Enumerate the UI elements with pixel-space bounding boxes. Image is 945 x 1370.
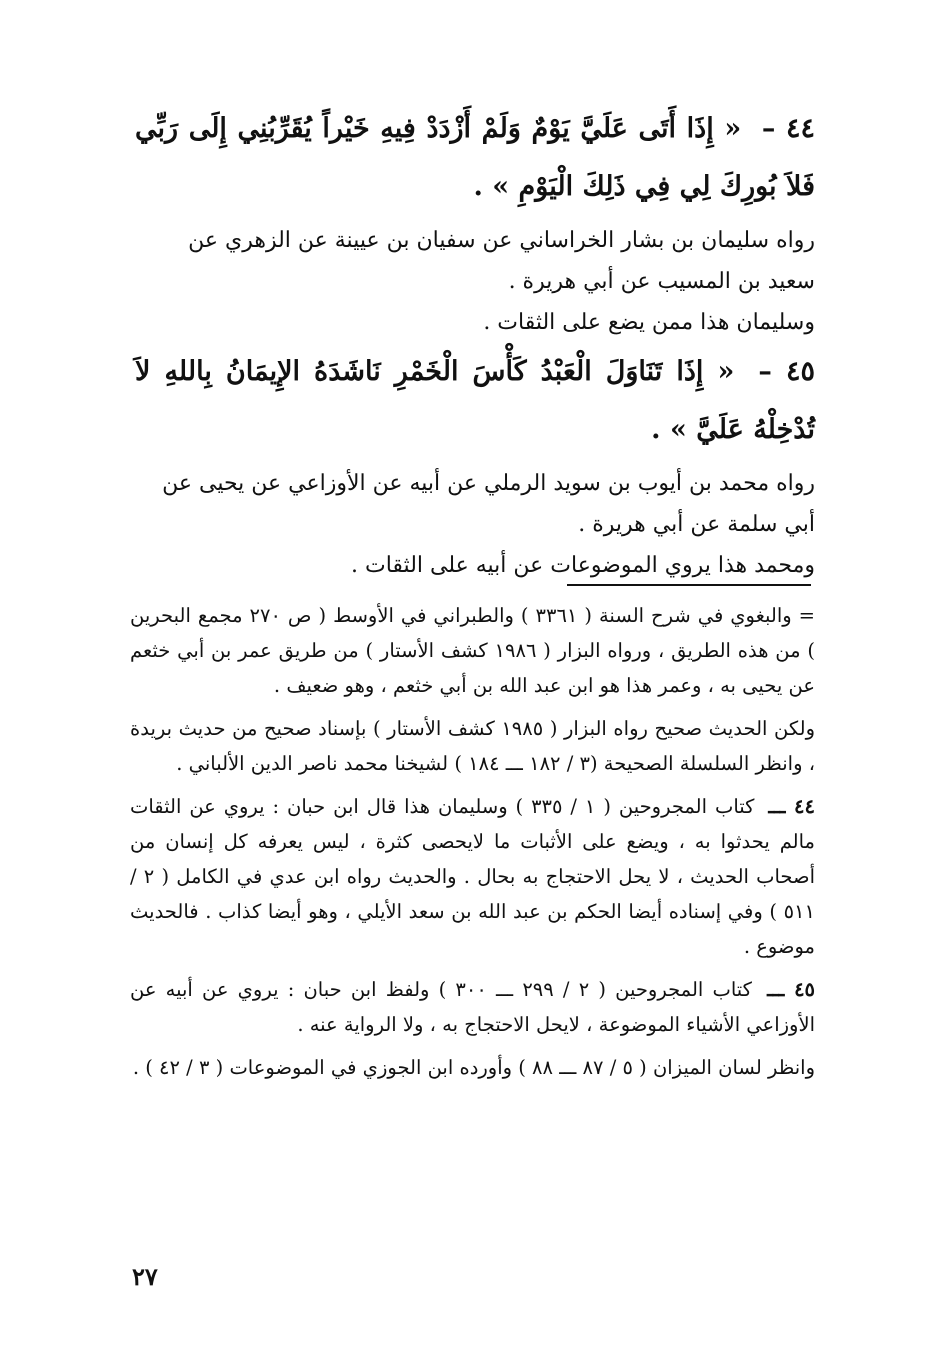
footnote-continued-2: ولكن الحديث صحيح رواه البزار ( ١٩٨٥ كشف الأستار ) بإسناد صحيح من حديث بريدة ، وانظر السلسلة الصحيحة (٣ / ١٨٢ ـــ ١٨٤ ) لشيخنا محمد ناصر الدين الألباني . — [130, 717, 815, 775]
hadith-44-commentary — [135, 220, 815, 343]
footnote-continued: = والبغوي في شرح السنة ( ٣٣٦١ ) والطبراني في الأوسط ( ص ٢٧٠ مجمع البحرين ) من هذه الطريق ، ورواه البزار ( ١٩٨٦ كشف الأستار ) من طريق عمر بن أبي خثعم عن يحيى به ، وعمر هذا هو ابن عبد الله بن أبي خثعم ، وهو ضعيف . — [130, 604, 815, 697]
page-number: ٢٧ — [132, 1262, 158, 1291]
hadith-45-number: ٤٥ – — [758, 356, 816, 387]
hadith-44-number: ٤٤ – — [761, 113, 816, 144]
footnotes — [130, 598, 815, 1093]
footnote-45 — [130, 972, 815, 1042]
hadith-45-commentary-2: ومحمد هذا يروي الموضوعات عن أبيه على الثقات . — [351, 553, 815, 578]
footnote-45-continued: وانظر لسان الميزان ( ٥ / ٨٧ ـــ ٨٨ ) وأورده ابن الجوزي في الموضوعات ( ٣ / ٤٢ ) . — [132, 1056, 815, 1079]
hadith-45 — [135, 343, 815, 459]
hadith-45-commentary — [135, 463, 815, 586]
footnote-45-number: ٤٥ ـــ — [767, 978, 816, 1001]
hadith-44-commentary-2: وسليمان هذا ممن يضع على الثقات . — [483, 310, 815, 335]
footnote-44-number: ٤٤ ـــ — [768, 795, 815, 818]
hadith-45-commentary-1: رواه محمد بن أيوب بن سويد الرملي عن أبيه عن الأوزاعي عن يحيى عن أبي سلمة عن أبي هريرة . — [162, 471, 815, 537]
hadith-44-text: « إِذَا أَتَى عَلَيَّ يَوْمٌ وَلَمْ أَزْدَدْ فِيهِ خَيْراً يُقَرِّبُنِي إِلَى رَبِّي فَلاَ بُورِكَ لِي فِي ذَلِكَ الْيَوْمِ » . — [135, 113, 815, 202]
hadith-44 — [135, 100, 815, 216]
footnote-44-text: كتاب المجروحين ( ١ / ٣٣٥ ) وسليمان هذا قال ابن حبان : يروي عن الثقات مالم يحدثوا به ، ويضع على الأثبات ما لايحصى كثرة ، ليس يعرفه كل إنسان من أصحاب الحديث ، لا يحل الاحتجاج به بحال . والحديث رواه ابن عدي في الكامل ( ٢ / ٥١١ ) وفي إسناده أيضا الحكم بن عبد الله بن سعد الأيلي ، وهو أيضا كذاب . فالحديث موضوع . — [130, 795, 815, 958]
footnote-separator — [567, 584, 811, 586]
main-text — [135, 100, 815, 586]
hadith-44-commentary-1: رواه سليمان بن بشار الخراساني عن سفيان بن عيينة عن الزهري عن سعيد بن المسيب عن أبي هريرة . — [188, 228, 815, 294]
footnote-44 — [130, 789, 815, 964]
hadith-45-text: « إِذَا تَنَاوَلَ الْعَبْدُ كَأْسَ الْخَمْرِ نَاشَدَهُ الإِيمَانُ بِاللهِ لاَ تُدْخِلْهُ عَلَيَّ » . — [135, 356, 815, 445]
footnote-45-text: كتاب المجروحين ( ٢ / ٢٩٩ ـــ ٣٠٠ ) ولفظ ابن حبان : يروي عن أبيه عن الأوزاعي الأشياء الموضوعة ، لايحل الاحتجاج به ، ولا الرواية عنه . — [130, 978, 815, 1036]
